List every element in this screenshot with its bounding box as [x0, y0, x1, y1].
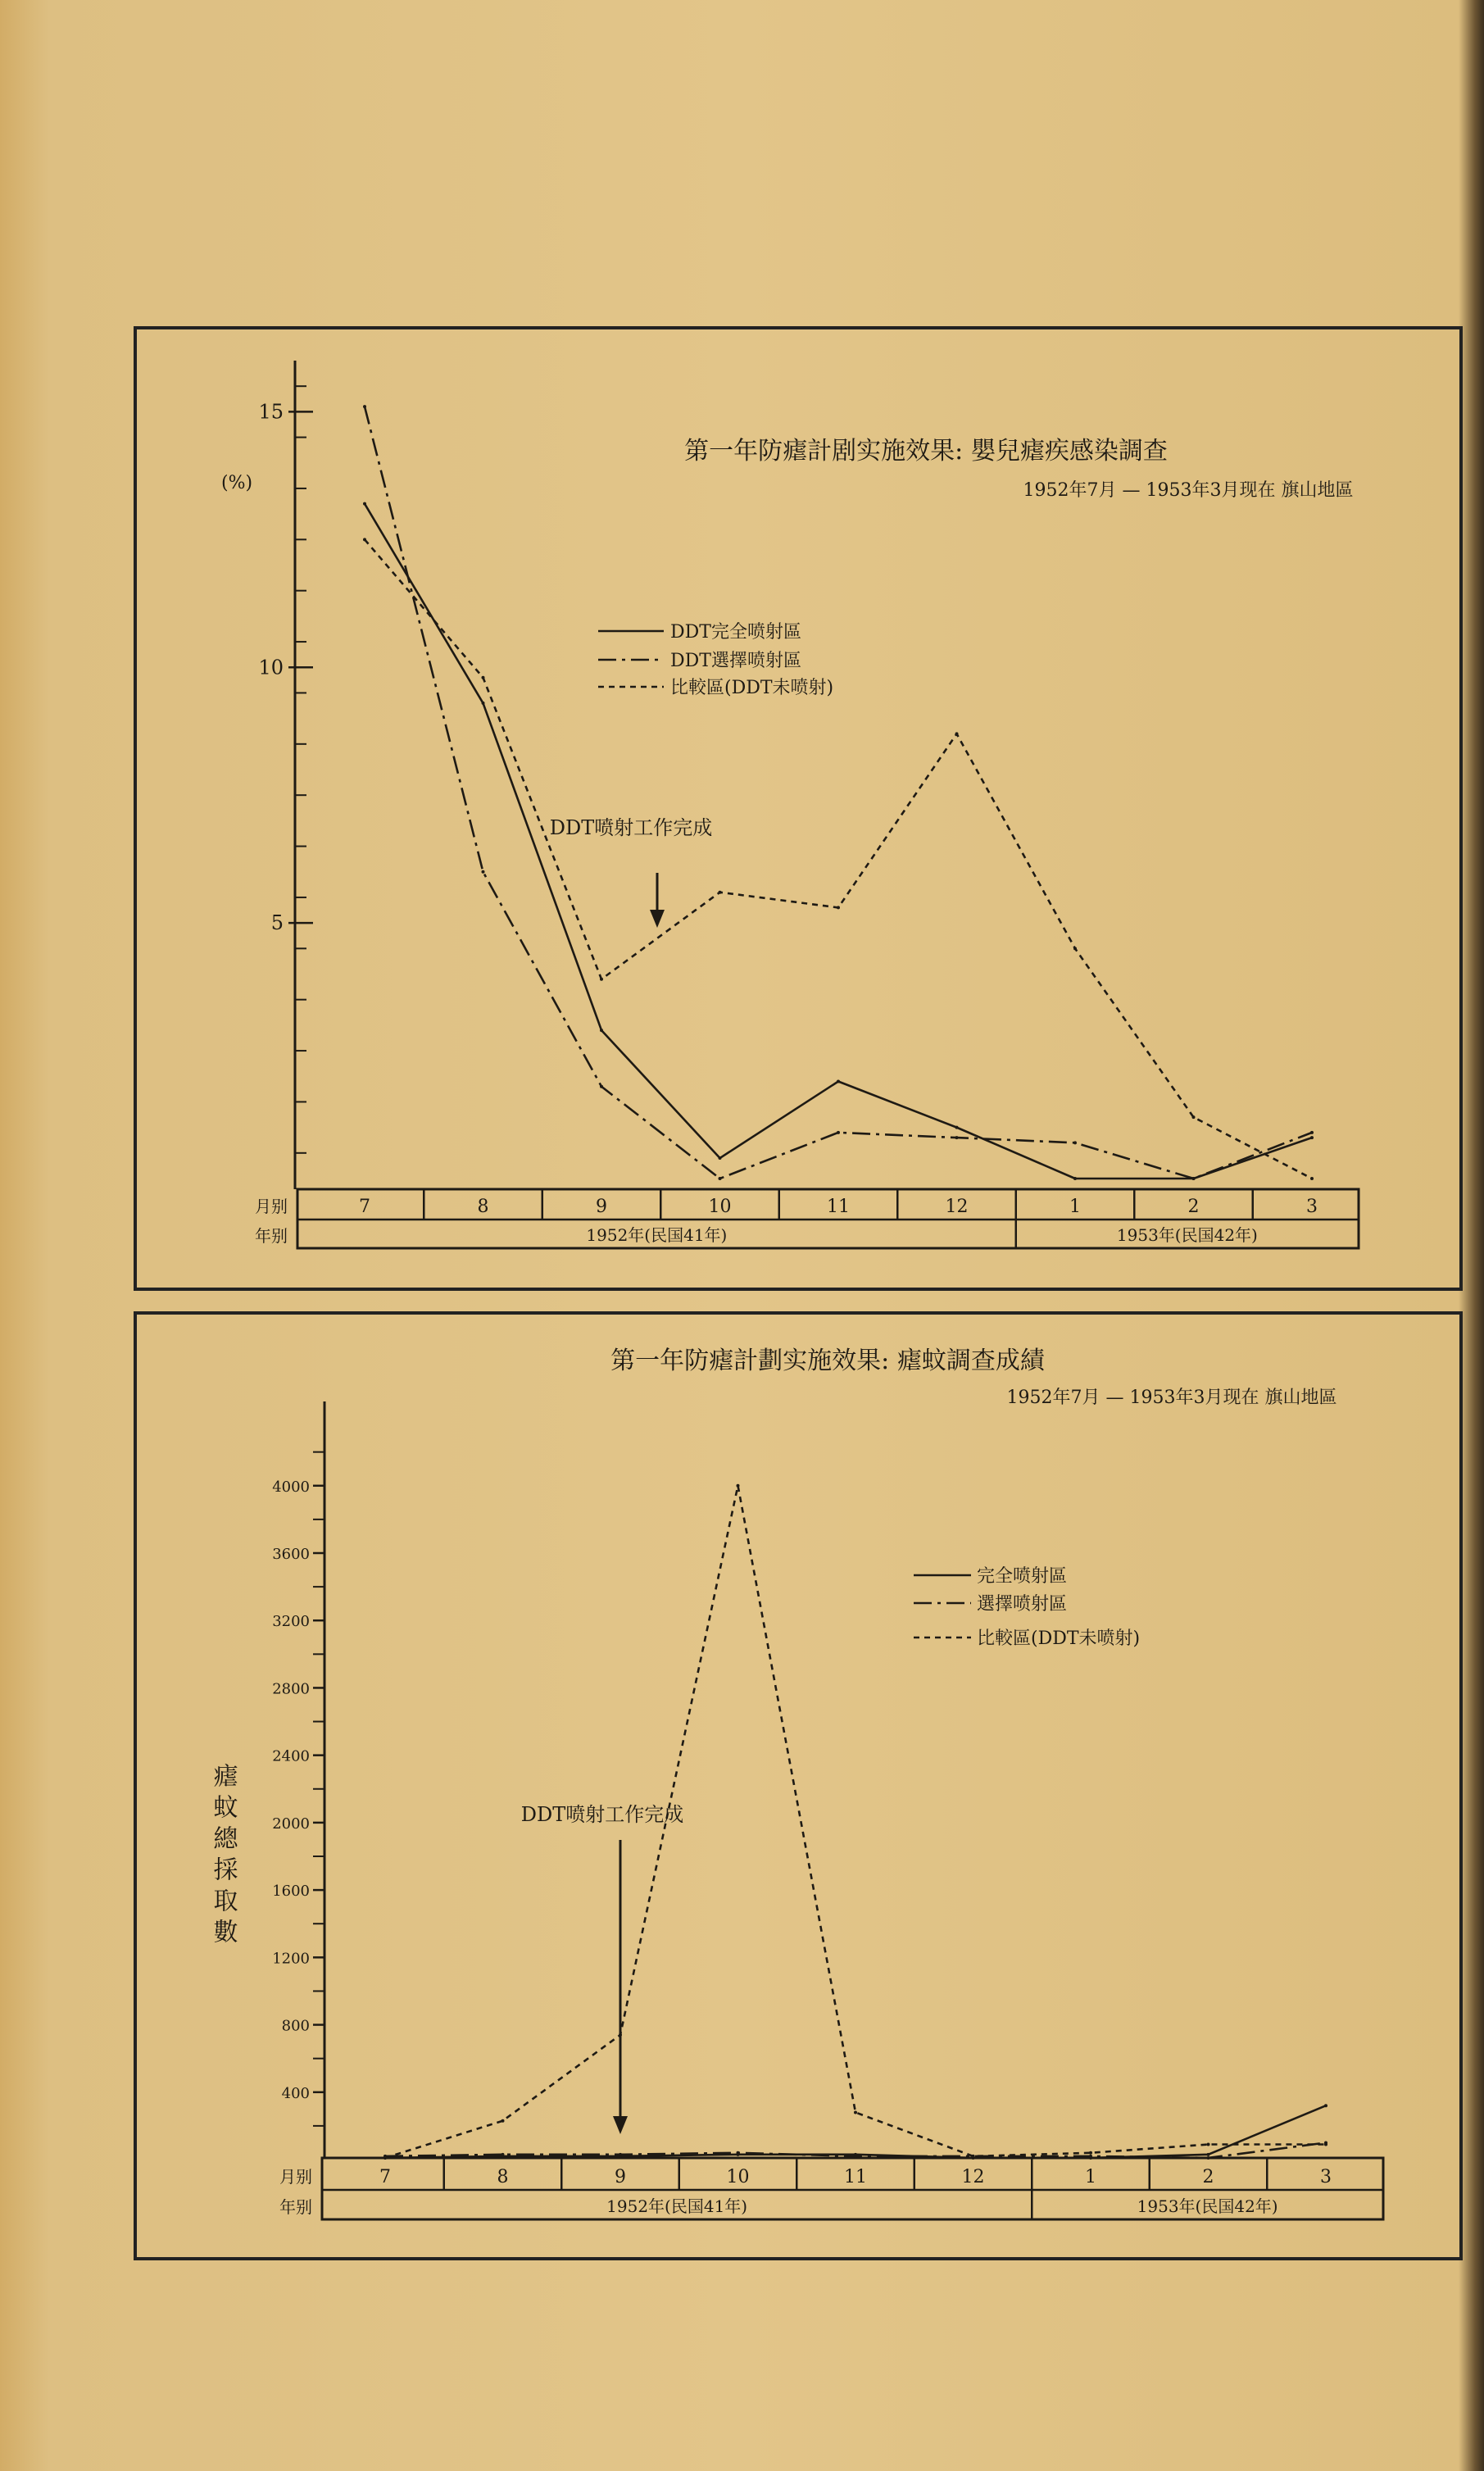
- data-point: [600, 1085, 603, 1088]
- data-point: [501, 2153, 505, 2156]
- y-tick-label: 400: [281, 2084, 310, 2102]
- data-point: [1073, 1141, 1077, 1144]
- month-label: 11: [827, 1197, 850, 1217]
- month-label: 12: [961, 2167, 985, 2187]
- data-point: [1192, 1115, 1196, 1119]
- data-point: [1310, 1136, 1314, 1139]
- legend-label: 選擇喷射區: [977, 1594, 1068, 1615]
- data-point: [482, 702, 485, 705]
- month-label: 2: [1202, 2167, 1214, 2187]
- data-point: [737, 2151, 740, 2155]
- month-label: 3: [1306, 1197, 1318, 1217]
- data-point: [1310, 1131, 1314, 1134]
- month-label: 3: [1320, 2167, 1332, 2187]
- month-label: 8: [477, 1197, 489, 1217]
- month-row-label: 月别: [255, 1197, 288, 1216]
- annotation-label: DDT喷射工作完成: [520, 1803, 684, 1826]
- data-point: [719, 1156, 722, 1160]
- month-label: 11: [844, 2167, 867, 2187]
- series-line: [365, 407, 1312, 1179]
- data-point: [1207, 2156, 1210, 2160]
- y-tick-label: 1600: [272, 1883, 310, 1901]
- data-point: [837, 1131, 840, 1134]
- year-group-label: 1952年(民国41年): [606, 2196, 748, 2216]
- y-tick-label: 2800: [272, 1680, 310, 1698]
- year-group-label: 1953年(民国42年): [1116, 1225, 1258, 1245]
- chart-subtitle: 1952年7月 — 1953年3月现在 旗山地區: [1023, 480, 1354, 501]
- legend-label: 比較區(DDT未喷射): [977, 1628, 1141, 1649]
- month-label: 7: [379, 2167, 391, 2187]
- month-label: 7: [359, 1197, 370, 1217]
- chart-title: 第一年防瘧計剧实施效果: 嬰兒瘧疾感染調查: [684, 437, 1168, 466]
- month-label: 10: [708, 1197, 732, 1217]
- data-point: [854, 2110, 857, 2114]
- y-tick-label: 4000: [272, 1478, 310, 1496]
- series-line: [365, 504, 1312, 1179]
- legend-label: DDT完全喷射區: [670, 622, 801, 643]
- data-point: [482, 870, 485, 874]
- month-row-label: 月别: [279, 2167, 312, 2187]
- y-axis-label: 瘧蚊總採取數: [208, 1763, 238, 1950]
- data-point: [955, 1136, 959, 1139]
- data-point: [1073, 1177, 1077, 1180]
- data-point: [1073, 947, 1077, 950]
- data-point: [1310, 1177, 1314, 1180]
- data-point: [1324, 2104, 1327, 2107]
- data-point: [1207, 2143, 1210, 2146]
- data-point: [363, 538, 366, 541]
- legend-label: 完全喷射區: [977, 1566, 1068, 1587]
- year-group-label: 1953年(民国42年): [1137, 2196, 1278, 2216]
- data-point: [854, 2155, 857, 2158]
- y-tick-label: 5: [270, 911, 284, 935]
- y-tick-label: 15: [258, 400, 284, 424]
- data-point: [737, 1484, 740, 1488]
- data-point: [482, 676, 485, 679]
- y-tick-label: 1200: [272, 1950, 310, 1968]
- data-point: [1089, 2155, 1092, 2158]
- data-point: [1192, 1177, 1196, 1180]
- data-point: [837, 1079, 840, 1083]
- data-point: [600, 978, 603, 981]
- data-point: [501, 2119, 505, 2123]
- data-point: [719, 891, 722, 894]
- month-label: 9: [615, 2167, 626, 2187]
- data-point: [1324, 2143, 1327, 2146]
- year-row-label: 年别: [255, 1226, 288, 1246]
- data-point: [837, 906, 840, 909]
- y-tick-label: 800: [281, 2017, 310, 2035]
- month-label: 1: [1069, 1197, 1081, 1217]
- legend-label: 比較區(DDT未喷射): [670, 678, 834, 698]
- month-label: 1: [1085, 2167, 1096, 2187]
- annotation-label: DDT喷射工作完成: [549, 816, 713, 839]
- data-point: [363, 502, 366, 506]
- data-point: [619, 2153, 622, 2156]
- chart-subtitle: 1952年7月 — 1953年3月现在 旗山地區: [1006, 1388, 1337, 1408]
- data-point: [1207, 2153, 1210, 2156]
- data-point: [955, 1126, 959, 1129]
- data-point: [383, 2156, 387, 2160]
- month-label: 8: [497, 2167, 509, 2187]
- annotation-arrow-head: [650, 910, 665, 928]
- data-point: [719, 1177, 722, 1180]
- data-point: [600, 1029, 603, 1032]
- legend-label: DDT選擇喷射區: [670, 651, 801, 671]
- y-tick-label: 2400: [272, 1747, 310, 1765]
- annotation-arrow-head: [613, 2116, 628, 2134]
- y-tick-label: 2000: [272, 1815, 310, 1833]
- month-label: 9: [596, 1197, 607, 1217]
- data-point: [1089, 2151, 1092, 2155]
- chart-title: 第一年防瘧計劃实施效果: 瘧蚊調查成績: [610, 1347, 1045, 1375]
- data-point: [955, 732, 959, 735]
- data-point: [363, 405, 366, 408]
- y-tick-label: 3600: [272, 1546, 310, 1563]
- month-label: 12: [945, 1197, 969, 1217]
- y-tick-label: 3200: [272, 1613, 310, 1631]
- month-label: 2: [1187, 1197, 1200, 1217]
- year-row-label: 年别: [279, 2197, 312, 2217]
- data-point: [972, 2155, 975, 2158]
- month-label: 10: [726, 2167, 750, 2187]
- y-unit-label: (%): [221, 473, 253, 493]
- year-group-label: 1952年(民国41年): [586, 1225, 728, 1245]
- y-tick-label: 10: [258, 656, 284, 679]
